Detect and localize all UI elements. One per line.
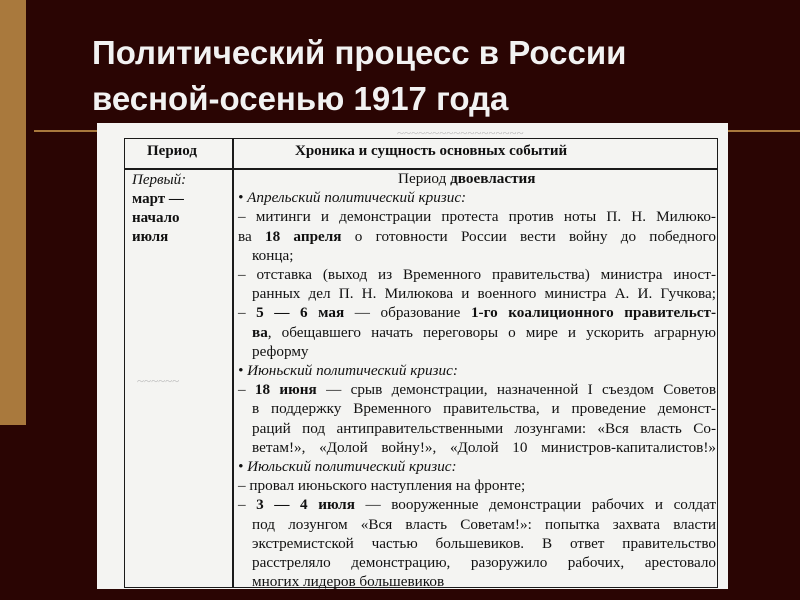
text-line: в поддержку Временного правительства, и проведение демонст- [252,400,716,418]
date-bold: 5 — 6 мая [256,304,345,322]
text: , обещавшего начать переговоры о мире и ускорить аграрную [267,323,716,341]
crisis-heading-june: • Июньский политический кризис: [238,362,458,380]
date-bold: 3 — 4 июля [256,496,355,514]
column-header-period: Период [147,143,197,159]
crisis-heading-april: • Апрельский политический кризис: [238,189,467,207]
text-line: реформу [252,342,309,360]
title-rule-left [34,130,104,132]
text-bold: ва [252,323,268,341]
text: — образование [344,304,471,322]
date-bold: 18 июня [254,381,317,399]
slide-title-line-2: весной-осенью 1917 года [92,80,509,117]
text-line [238,380,716,399]
subheading-dual-power [238,169,716,188]
text-bold: двоевластия [450,170,536,187]
text-line: ранных дел П. Н. Милюкова и военного министра А. И. Гучкова; [252,285,716,303]
crisis-heading-july: • Июльский политический кризис: [238,458,457,476]
events-table [124,138,718,588]
scanned-table-image [97,123,728,589]
bleed-through: ~~~~~~~~~~~~~~~~~~ [397,125,524,140]
date-bold: 18 апреля [264,227,342,245]
bleed-through: ~~~~~~ [137,373,180,388]
text: — срыв демонстрации, назначенной I съездом Советов [316,381,716,399]
text: – [238,496,257,514]
period-range-3: июля [132,229,169,245]
text-line: – митинги и демонстрации протеста против ноты П. Н. Милюко- [238,208,716,226]
text-bold: 1-го коалиционного правительст- [470,304,716,322]
text-line: ветам!», «Долой войну!», «Долой 10 министров-капиталистов!» [252,438,716,456]
title-rule-right [728,130,800,132]
chronicle-cell [238,169,716,589]
period-cell [132,171,228,247]
period-range-1: март — [132,191,184,207]
column-divider [232,139,234,587]
text: о готовности России вести войну до победного [341,227,716,245]
column-header-chronicle: Хроника и сущность основных событий [295,143,568,159]
text-line [238,227,716,246]
text-line: под лозунгом «Вся власть Советам!»: попытка захвата власти [252,515,716,533]
slide-title-line-1: Политический процесс в России [92,34,627,71]
period-name: Первый: [132,172,187,188]
text-line: – отставка (выход из Временного правительства) министра иност- [238,266,716,284]
text: — вооруженные демонстрации рабочих и солдат [354,496,716,514]
text-line [238,303,716,322]
text: – [238,304,257,322]
text: – [238,381,255,399]
text-line: экстремистской частью большевиков. В ответ правительство [252,534,716,552]
text-line: конца; [252,246,294,264]
text-line [238,495,716,514]
text-line: многих лидеров большевиков [252,573,445,589]
decorative-side-bar [0,0,26,425]
period-range-2: начало [132,210,180,226]
text-line: – провал июньского наступления на фронте; [238,477,526,495]
text-line [238,323,716,342]
text: ва [238,227,265,245]
text-line: раций под антиправительственными лозунгами: «Вся власть Со- [252,419,716,437]
text-line: расстреляло демонстрацию, разоружило рабочих, арестовало [252,554,716,572]
slide-title [92,30,772,122]
text: Период [398,170,451,187]
